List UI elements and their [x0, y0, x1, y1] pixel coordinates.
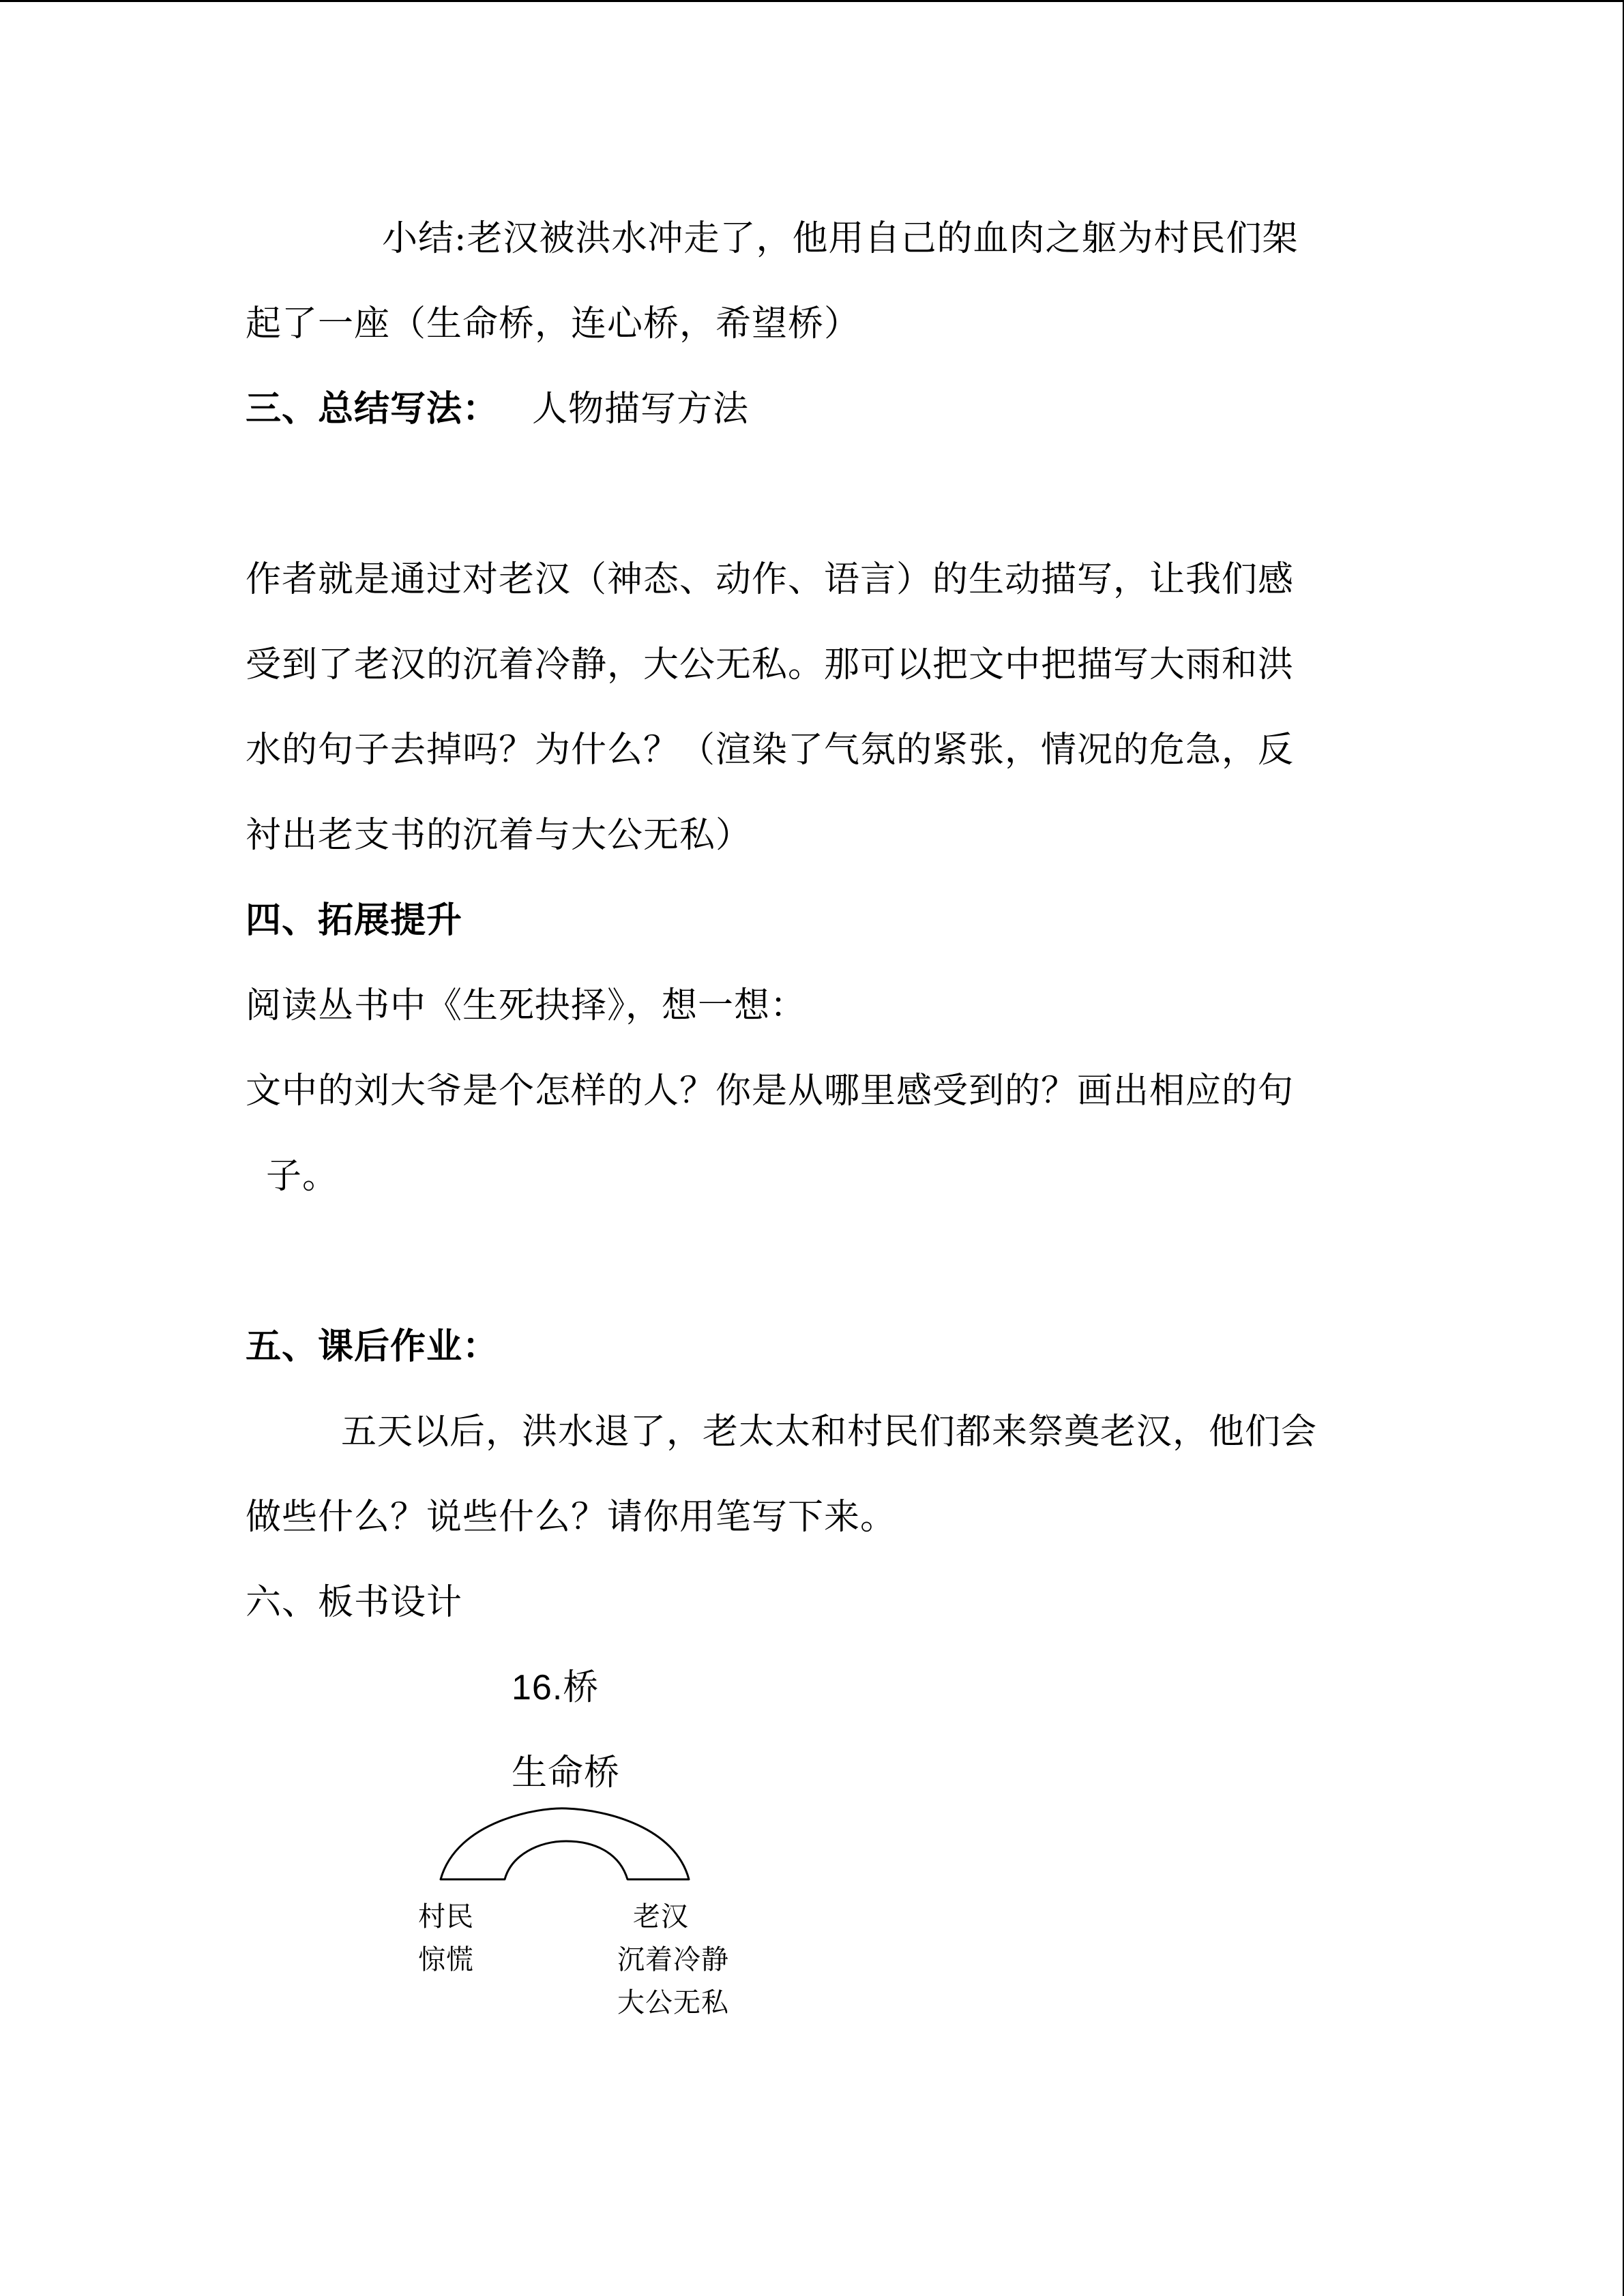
- section3-subtitle: 人物描写方法: [532, 389, 750, 430]
- section4-line-2: 文中的刘大爷是个怎样的人？你是从哪里感受到的？画出相应的句: [246, 1071, 1295, 1112]
- section3-para-line-2: 受到了老汉的沉着冷静，大公无私。那可以把文中把描写大雨和洪: [246, 644, 1295, 685]
- bridge-arch-diagram: [430, 1800, 703, 1889]
- board-bridge-label: 生命桥: [512, 1753, 621, 1793]
- section4-heading: 四、拓展提升: [246, 900, 463, 941]
- summary-line-2: 起了一座（生命桥，连心桥，希望桥）: [246, 303, 861, 344]
- section6-heading: 六、板书设计: [246, 1582, 463, 1623]
- board-title: 16.桥: [512, 1668, 600, 1708]
- section5-heading: 五、课后作业：: [246, 1326, 499, 1367]
- section3-para-line-4: 衬出老支书的沉着与大公无私）: [246, 815, 752, 856]
- board-right-line-3: 大公无私: [617, 1987, 729, 2018]
- board-right-line-2: 沉着冷静: [617, 1944, 729, 1976]
- summary-line-1: 小结:老汉被洪水冲走了，他用自己的血肉之躯为村民们架: [382, 218, 1299, 259]
- section5-line-1: 五天以后，洪水退了，老太太和村民们都来祭奠老汉，他们会: [341, 1412, 1318, 1452]
- section3-para-line-1: 作者就是通过对老汉（神态、动作、语言）的生动描写，让我们感: [246, 559, 1295, 600]
- section4-line-1: 阅读丛书中《生死抉择》，想一想：: [246, 985, 807, 1026]
- section5-line-2: 做些什么？说些什么？请你用笔写下来。: [246, 1497, 897, 1538]
- board-right-line-1: 老汉: [633, 1901, 689, 1933]
- bridge-arch-shape: [441, 1808, 689, 1879]
- page-border-top: [0, 0, 1624, 2]
- section3-heading: 三、总结写法：: [246, 389, 499, 430]
- board-left-line-2: 惊慌: [418, 1944, 474, 1976]
- section4-line-3: 子。: [266, 1156, 339, 1197]
- board-left-line-1: 村民: [418, 1901, 474, 1933]
- section3-para-line-3: 水的句子去掉吗？为什么？（渲染了气氛的紧张，情况的危急，反: [246, 730, 1295, 771]
